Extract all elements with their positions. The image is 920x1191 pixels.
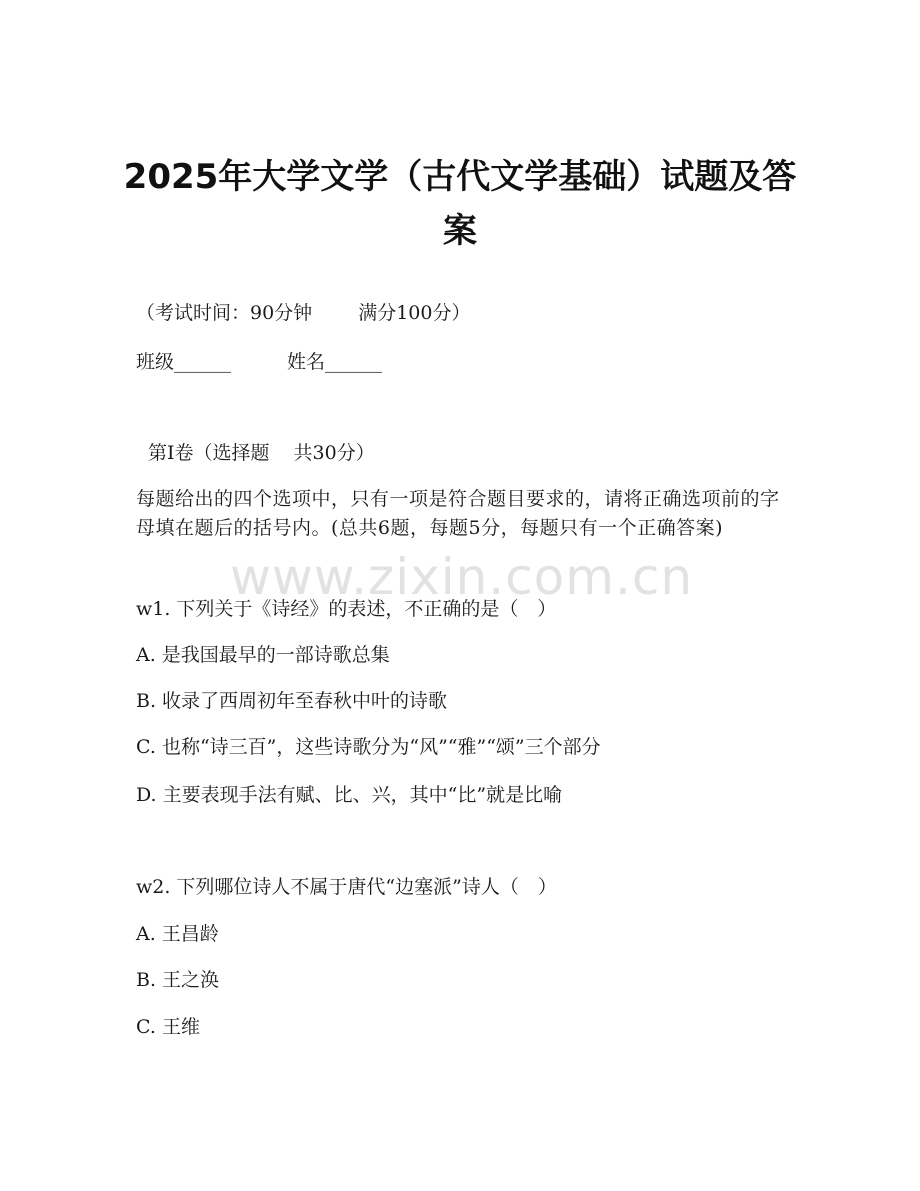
exam-full-score: 满分100分） (358, 302, 471, 324)
question-option: D. 主要表现手法有赋、比、兴，其中“比”就是比喻 (136, 784, 563, 806)
name-field-label: 姓名______ (287, 351, 383, 373)
class-field-label: 班级______ (136, 351, 232, 373)
section-title: 第Ⅰ卷（选择题 (148, 442, 270, 464)
question-option: C. 也称“诗三百”，这些诗歌分为“风”“雅”“颂”三个部分 (136, 736, 601, 758)
question-option: A. 是我国最早的一部诗歌总集 (136, 644, 390, 666)
question-option: C. 王维 (136, 1016, 200, 1038)
question-stem: w1. 下列关于《诗经》的表述，不正确的是（ ） (136, 598, 557, 620)
section-heading (148, 438, 375, 468)
question-stem: w2. 下列哪位诗人不属于唐代“边塞派”诗人（ ） (136, 876, 557, 898)
exam-info (136, 298, 470, 328)
question-option: B. 收录了西周初年至春秋中叶的诗歌 (136, 690, 448, 712)
watermark-text: www.zixin.com.cn (230, 548, 694, 606)
exam-time: （考试时间：90分钟 (136, 302, 313, 324)
section-instructions: 每题给出的四个选项中，只有一项是符合题目要求的，请将正确选项前的字母填在题后的括号内。(总共6题，每题5分，每题只有一个正确答案) (136, 488, 780, 539)
section-points: 共30分） (293, 442, 375, 464)
question-option: B. 王之涣 (136, 969, 220, 991)
question-option: A. 王昌龄 (136, 923, 219, 945)
document-title: 2025年大学文学（古代文学基础）试题及答案 (123, 157, 797, 251)
student-info (136, 347, 382, 377)
